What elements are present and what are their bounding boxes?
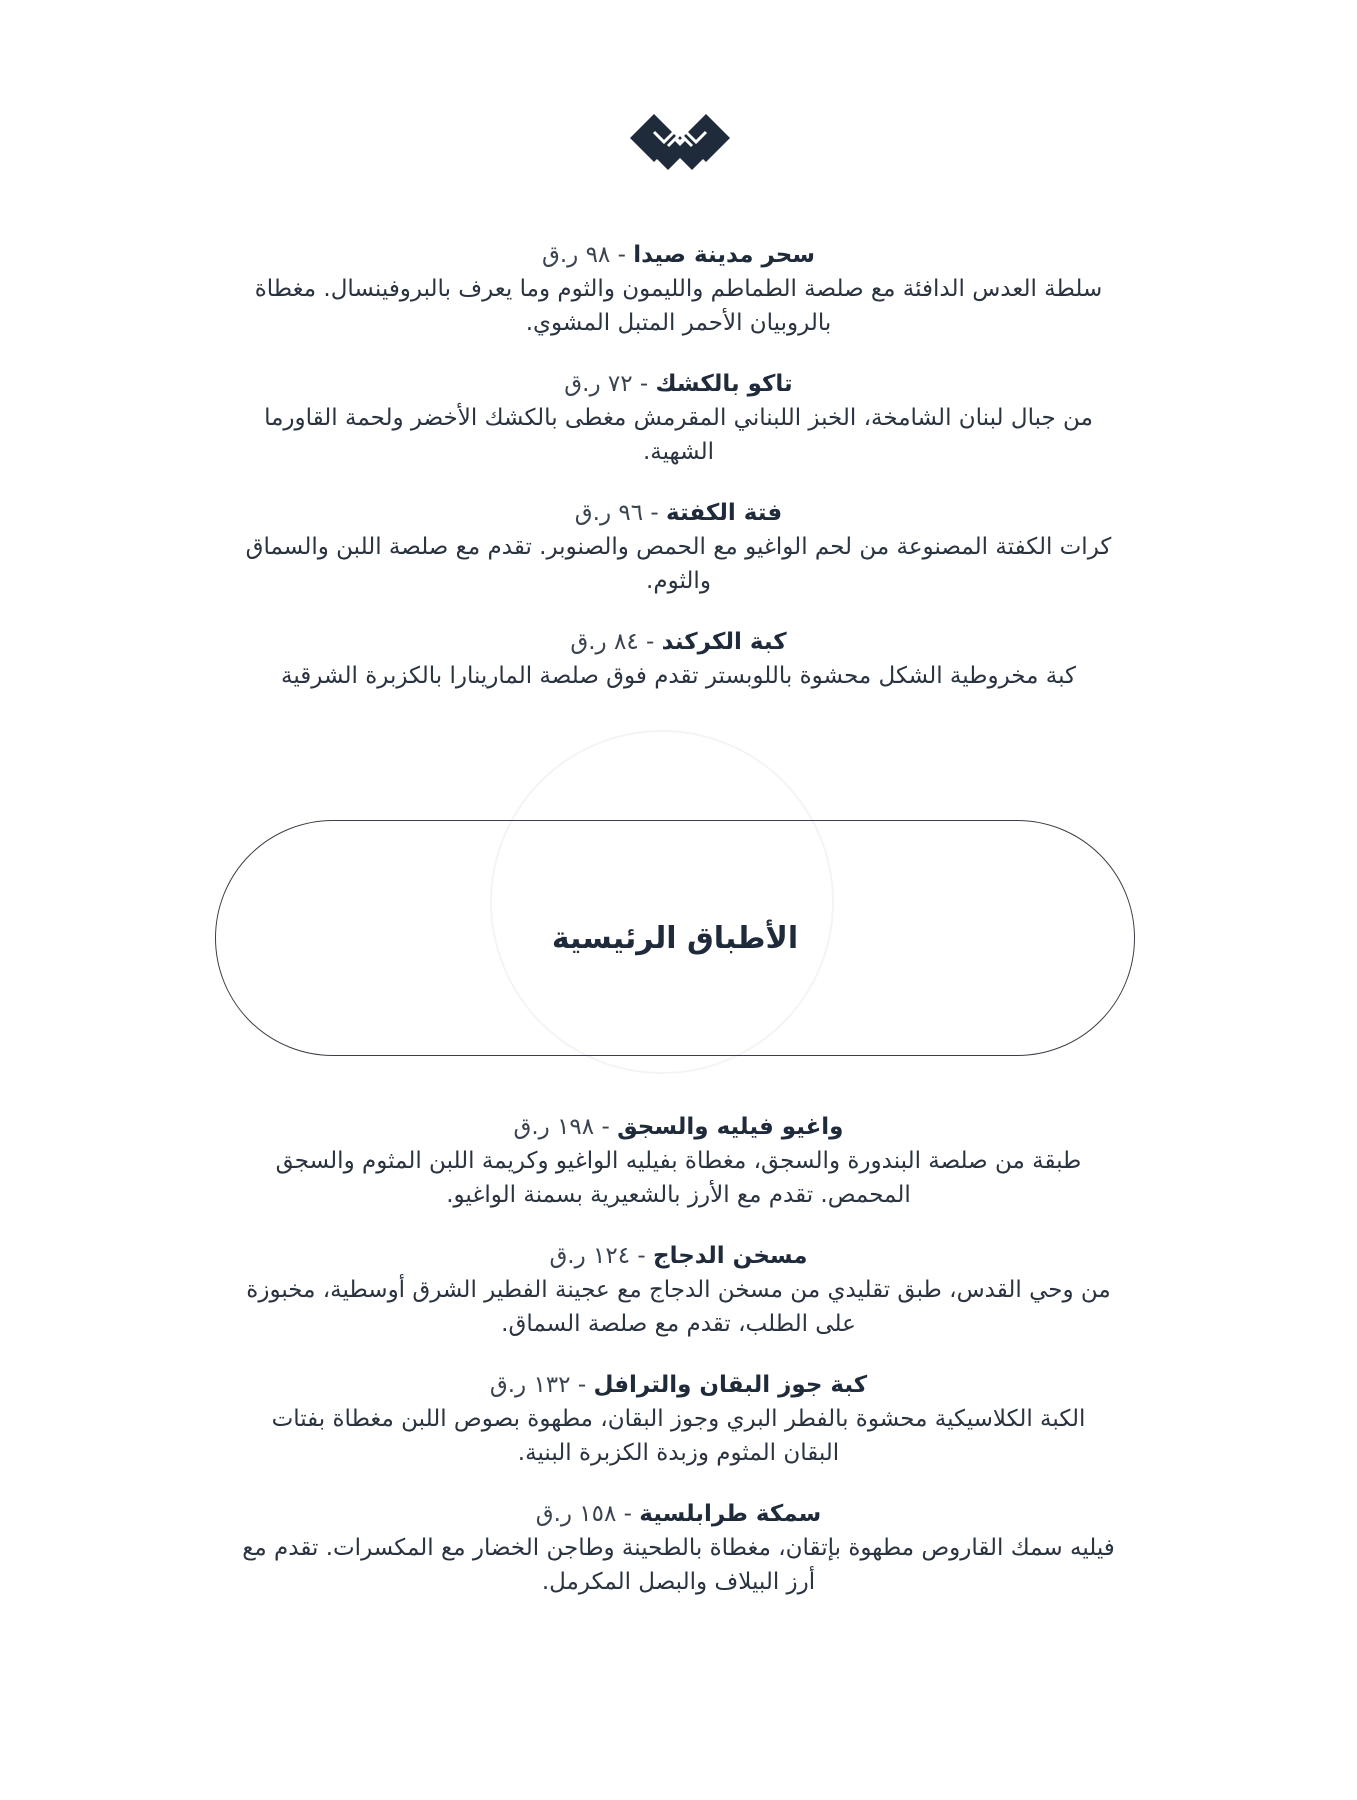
item-name: مسخن الدجاج (653, 1243, 808, 1269)
item-description: الكبة الكلاسيكية محشوة بالفطر البري وجوز البقان، مطهوة بصوص اللبن مغطاة بفتات البقان المثوم وزبدة الكزبرة البنية. (271, 1406, 1086, 1466)
menu-item (240, 367, 1117, 469)
item-price: - ٨٤ ر.ق (570, 629, 662, 655)
item-name: تاكو بالكشك (655, 371, 793, 397)
item-name: كبة جوز البقان والترافل (593, 1372, 868, 1398)
item-heading (240, 1239, 1117, 1273)
item-price: - ٧٢ ر.ق (564, 371, 656, 397)
mains-list (240, 1110, 1117, 1626)
restaurant-logo-icon (630, 114, 730, 176)
item-heading (240, 238, 1117, 272)
item-description: من وحي القدس، طبق تقليدي من مسخن الدجاج مع عجينة الفطير الشرق أوسطية، مخبوزة على الطلب، تقدم مع صلصة السماق. (246, 1277, 1111, 1337)
item-heading (240, 1368, 1117, 1402)
menu-item (240, 238, 1117, 340)
item-name: كبة الكركند (661, 629, 787, 655)
menu-item (240, 1110, 1117, 1212)
item-heading (240, 1497, 1117, 1531)
item-price: - ٩٦ ر.ق (574, 500, 666, 526)
menu-item (240, 1497, 1117, 1599)
item-description: فيليه سمك القاروص مطهوة بإتقان، مغطاة بالطحينة وطاجن الخضار مع المكسرات. تقدم مع أرز البيلاف والبصل المكرمل. (242, 1535, 1115, 1595)
item-heading (240, 367, 1117, 401)
item-name: واغيو فيليه والسجق (617, 1114, 844, 1140)
section-header-pill (215, 820, 1135, 1056)
item-description: كبة مخروطية الشكل محشوة باللوبستر تقدم فوق صلصة المارينارا بالكزبرة الشرقية (281, 663, 1076, 689)
item-name: سمكة طرابلسية (639, 1501, 822, 1527)
item-heading (240, 625, 1117, 659)
item-heading (240, 496, 1117, 530)
menu-item (240, 496, 1117, 598)
item-heading (240, 1110, 1117, 1144)
item-description: طبقة من صلصة البندورة والسجق، مغطاة بفيليه الواغيو وكريمة اللبن المثوم والسجق المحمص. تقدم مع الأرز بالشعيرية بسمنة الواغيو. (275, 1148, 1082, 1208)
starters-list (240, 238, 1117, 720)
item-name: سحر مدينة صيدا (633, 242, 816, 268)
item-description: من جبال لبنان الشامخة، الخبز اللبناني المقرمش مغطى بالكشك الأخضر ولحمة القاورما الشهية. (264, 405, 1093, 465)
menu-item (240, 625, 1117, 693)
menu-item (240, 1239, 1117, 1341)
menu-item (240, 1368, 1117, 1470)
section-title: الأطباق الرئيسية (551, 920, 799, 956)
item-price: - ١٢٤ ر.ق (549, 1243, 654, 1269)
item-price: - ١٣٢ ر.ق (489, 1372, 594, 1398)
item-description: سلطة العدس الدافئة مع صلصة الطماطم والليمون والثوم وما يعرف بالبروفينسال. مغطاة بالروبيان الأحمر المتبل المشوي. (254, 276, 1103, 336)
item-name: فتة الكفتة (666, 500, 783, 526)
item-price: - ١٩٨ ر.ق (513, 1114, 618, 1140)
item-price: - ١٥٨ ر.ق (535, 1501, 640, 1527)
item-description: كرات الكفتة المصنوعة من لحم الواغيو مع الحمص والصنوبر. تقدم مع صلصة اللبن والسماق والثوم. (245, 534, 1112, 594)
item-price: - ٩٨ ر.ق (541, 242, 634, 268)
